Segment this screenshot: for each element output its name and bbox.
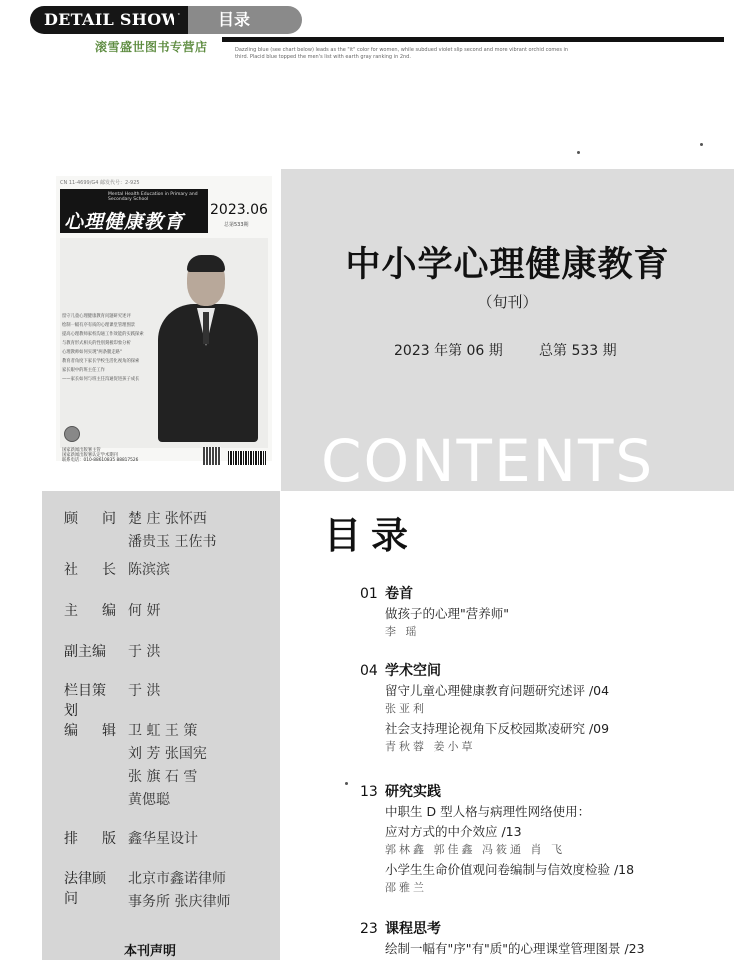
cover-headline: 提高心理教师家校沟通工作效能的实践探索 xyxy=(62,332,144,337)
magazine-cover xyxy=(56,176,272,461)
cover-publisher-info xyxy=(62,448,162,463)
staff-row xyxy=(64,641,160,664)
staff-name-line: 于 洪 xyxy=(128,644,161,660)
staff-names xyxy=(128,720,207,812)
detail-show-badge: DETAIL SHOW xyxy=(30,6,188,34)
journal-issue: 2023 年第 06 期 xyxy=(394,343,503,359)
toc-article-link[interactable]: 留守儿童心理健康教育问题研究述评 /04 xyxy=(385,683,610,698)
staff-name-line: 张 旗 石 雪 xyxy=(128,769,198,785)
speck xyxy=(577,151,580,154)
publisher-line: 联系电话：010-88610835 88817526 xyxy=(62,458,139,463)
toc-author: 郭林鑫 郭佳鑫 冯筱通 肖 飞 xyxy=(385,843,565,856)
staff-row xyxy=(64,559,170,582)
person-hair xyxy=(187,255,225,272)
toc-author: 邵雅兰 xyxy=(385,881,427,894)
speck xyxy=(345,782,348,785)
journal-title-panel xyxy=(281,169,734,495)
cover-title: 心理健康教育 xyxy=(64,211,185,233)
cover-headline: ——家长如何与班主任沟通促进孩子成长 xyxy=(62,377,140,382)
staff-role: 社 长 xyxy=(64,562,116,578)
cover-headline: 家长眼中的班主任工作 xyxy=(62,368,105,373)
toc-article-link[interactable]: 绘制一幅有"序"有"质"的心理课堂管理图景 /23 xyxy=(385,941,645,956)
cover-headline: 留守儿童心理健康教育问题研究述评 xyxy=(62,314,131,319)
header-banner xyxy=(30,6,302,34)
staff-role: 顾 问 xyxy=(64,511,116,527)
contents-badge: 目录 xyxy=(188,6,302,34)
toc-article-link[interactable]: 小学生生命价值观问卷编制与信效度检验 /18 xyxy=(385,862,635,877)
toc-author: 李 瑶 xyxy=(385,625,420,638)
staff-role: 法律顾问 xyxy=(64,871,106,907)
publisher-seal-icon xyxy=(64,426,80,442)
staff-notice: 本刊声明 xyxy=(124,944,177,959)
staff-role: 副主编 xyxy=(64,644,106,660)
toc-section-title: 卷首 xyxy=(385,586,413,602)
toc-section-page: 13 xyxy=(360,784,378,800)
cover-headlines xyxy=(62,312,174,384)
shop-name: 滚雪盛世图书专营店 xyxy=(95,40,208,54)
toc-section-header xyxy=(360,781,634,801)
staff-names xyxy=(128,868,230,914)
staff-names xyxy=(128,641,160,664)
editorial-staff-panel xyxy=(42,491,280,960)
toc-author: 张亚利 xyxy=(385,702,427,715)
toc-article-link[interactable]: 中职生 D 型人格与病理性网络使用： xyxy=(385,804,591,819)
barcode-icon xyxy=(228,451,266,465)
journal-total-issue: 总第 533 期 xyxy=(539,343,617,359)
toc-section xyxy=(360,583,509,641)
staff-name-line: 楚 庄 张怀西 xyxy=(128,511,207,527)
toc-author: 青秋蓉 姜小草 xyxy=(385,740,476,753)
header-note: Dazzling blue (see chart below) leads as the "it" color for women, while subdued violet slip second and more vibrant orchid comes in third. Placid blue topped the men's list with earth gray ranking in 2nd. xyxy=(235,47,569,60)
staff-names xyxy=(128,828,198,851)
publisher-line: 国家新闻出版署认定学术期刊 xyxy=(62,453,118,458)
staff-name-line: 何 妍 xyxy=(128,603,161,619)
cover-issn: CN 11-4699/G4 邮发代号：2-925 xyxy=(60,180,140,186)
staff-name-line: 潘贵玉 王佐书 xyxy=(128,534,217,550)
staff-role: 主 编 xyxy=(64,603,116,619)
speck xyxy=(700,143,703,146)
staff-name-line: 事务所 张庆律师 xyxy=(128,894,231,910)
contents-heading: 目录 xyxy=(324,513,418,557)
cover-headline: 与教育形式相关的性别刻板印象分析 xyxy=(62,341,131,346)
qr-code-icon xyxy=(203,447,221,465)
toc-section-header xyxy=(360,918,645,938)
journal-title: 中小学心理健康教育 xyxy=(345,245,670,285)
toc-section-page: 01 xyxy=(360,586,378,602)
staff-role: 排 版 xyxy=(64,831,116,847)
staff-name-line: 于 洪 xyxy=(128,683,161,699)
staff-name-line: 鑫华星设计 xyxy=(128,831,198,847)
toc-section xyxy=(360,660,609,756)
staff-name-line: 北京市鑫诺律师 xyxy=(128,871,226,887)
toc-section-title: 研究实践 xyxy=(385,784,441,800)
toc-article-link[interactable]: 应对方式的中介效应 /13 xyxy=(385,824,522,839)
cover-date: 2023.06 xyxy=(210,202,268,218)
staff-names xyxy=(128,508,216,554)
toc-section-title: 课程思考 xyxy=(385,921,441,937)
contents-word: CONTENTS xyxy=(321,427,655,495)
toc-section-title: 学术空间 xyxy=(385,663,441,679)
staff-role: 编 辑 xyxy=(64,723,116,739)
cover-headline: 教育者角度下家长学校生活化视角的探索 xyxy=(62,359,140,364)
staff-name-line: 黄偲聪 xyxy=(128,792,170,808)
cover-headline: 绘制一幅有序有质的心理课堂管理图景 xyxy=(62,323,136,328)
header-rule xyxy=(222,37,724,42)
toc-section xyxy=(360,918,645,958)
toc-article-link[interactable]: 做孩子的心理"营养师" xyxy=(385,606,509,621)
toc-section-header xyxy=(360,660,609,680)
staff-row xyxy=(64,720,207,812)
journal-frequency: （旬刊） xyxy=(477,293,538,311)
staff-names xyxy=(128,680,160,720)
staff-row xyxy=(64,600,160,623)
toc-article-link[interactable]: 社会支持理论视角下反校园欺凌研究 /09 xyxy=(385,721,610,736)
staff-row xyxy=(64,828,198,851)
staff-row xyxy=(64,508,216,554)
staff-role: 栏目策划 xyxy=(64,683,106,719)
staff-names xyxy=(128,600,160,623)
toc-section xyxy=(360,781,634,897)
staff-name-line: 卫 虹 王 策 xyxy=(128,723,198,739)
toc-section-page: 04 xyxy=(360,663,378,679)
toc-section-header xyxy=(360,583,509,603)
staff-names xyxy=(128,559,170,582)
staff-name-line: 陈滨滨 xyxy=(128,562,170,578)
cover-english-title: Mental Health Education in Primary and Secondary School xyxy=(108,192,198,202)
staff-row xyxy=(64,868,230,914)
staff-name-line: 刘 芳 张国宪 xyxy=(128,746,207,762)
toc-section-page: 23 xyxy=(360,921,378,937)
staff-row xyxy=(64,680,160,720)
cover-headline: 心理教师如何实现"两条腿走路" xyxy=(62,350,122,355)
cover-masthead xyxy=(60,189,208,233)
cover-total: 总第533期 xyxy=(224,222,249,228)
publisher-line: 国家新闻出版署主管 xyxy=(62,448,101,453)
person-tie xyxy=(203,312,209,344)
